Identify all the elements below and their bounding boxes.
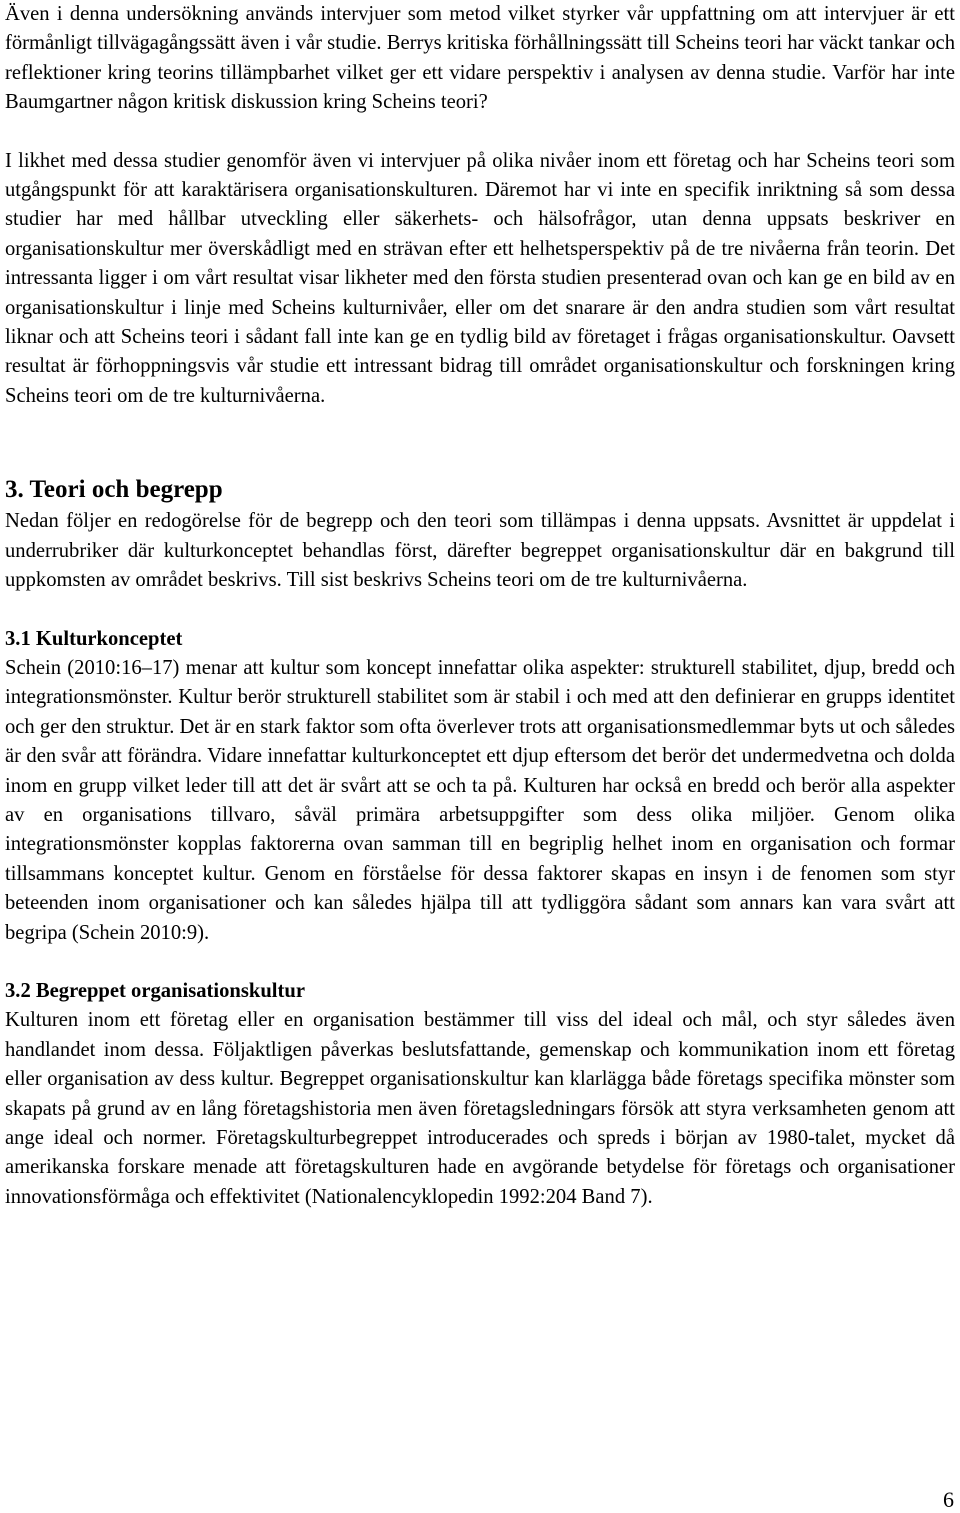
section-3-2-heading: 3.2 Begreppet organisationskultur [5, 979, 305, 1002]
paragraph-1: Även i denna undersökning används intervjuer som metod vilket styrker vår uppfattning om att intervjuer är ett förmånligt tillvägagångssätt även i vår studie. Berrys kritiska förhållningssätt till Scheins teori har väckt tankar och reflektioner kring teorins tillämpbarhet vilket ger ett vidare perspektiv i analysen av denna studie. Varför har inte Baumgartner någon kritisk diskussion kring Scheins teori? [5, 3, 955, 114]
section-spacer [5, 948, 955, 977]
section-3-1-text: Schein (2010:16–17) menar att kultur som koncept innefattar olika aspekter: strukturell stabilitet, djup, bredd och integrationsmönster. Kultur berör strukturell stabilitet som är stabil i och med att den definierar en grupps identitet och ger den struktur. Det är en stark faktor som ofta överlever trots att organisationsmedlemmar byts ut och således är den svår att förändra. Vidare innefattar kulturkonceptet ett djup eftersom det berör det undermedvetna och dolda inom en grupp vilket leder till att det är svårt att se och ta på. Kulturen har också en bredd och berör alla aspekter av en organisations tillvaro, såväl primära arbetsuppgifter som dess olika miljöer. Genom olika integrationsmönster kopplas faktorerna ovan samman till en begriplig helhet inom en organisation och formar tillsammans konceptet kultur. Genom en förståelse för dessa faktorer skapas en insyn i de fenomen som styr beteenden inom organisationer och kan således hjälpa till att tydliggöra sådant som annars kan vara svårt att begripa (Schein 2010:9). [5, 656, 955, 944]
section-spacer [5, 596, 955, 625]
section-3-heading: 3. Teori och begrepp [5, 476, 223, 504]
paragraph-spacer [5, 118, 955, 147]
paragraph-2: I likhet med dessa studier genomför även vi intervjuer på olika nivåer inom ett företag och har Scheins teori som utgångspunkt för att karaktärisera organisationskulturen. Däremot har vi inte en specifik inriktning så som dessa studier har med hållbar utveckling eller säkerhets- och hälsofrågor, utan denna uppsats beskriver en organisationskultur mer överskådligt med en strävan efter ett helhetsperspektiv på de tre nivåerna från teorin. Det intressanta ligger i om vårt resultat visar likheter med den första studien presenterad ovan och kan ge en bild av en organisationskultur i linje med Scheins kulturnivåer, eller om det snarare är den andra studien som vårt resultat liknar och att Scheins teori i sådant fall inte kan ge en tydlig bild av företaget i frågas organisationskultur. Oavsett resultat är förhoppningsvis vår studie ett intressant bidrag till området organisationskultur och forskningen kring Scheins teori om de tre kulturnivåerna. [5, 149, 955, 407]
section-3-intro: Nedan följer en redogörelse för de begrepp och den teori som tillämpas i denna uppsats. Avsnittet är uppdelat i underrubriker där kulturkonceptet behandlas först, därefter begreppet organisationskultur där en bakgrund till uppkomsten av området beskrivs. Till sist beskrivs Scheins teori om de tre kulturnivåerna. [5, 510, 955, 592]
section-3-2-text: Kulturen inom ett företag eller en organisation bestämmer till viss del ideal och mål, och styr således även handlandet inom dessa. Följaktligen påverkas beslutsfattande, gemenskap och kommunikation inom ett företag eller organisation av dess kultur. Begreppet organisationskultur kan klarlägga både företags specifika mönster som skapats på grund av en lång företagshistoria men även företagsledningars försök att styra verksamheten genom att ange ideal och normer. Företagskulturbegreppet introducerades och spreds i början av 1980-talet, mycket då amerikanska forskare menade att företagskulturen hade en avgörande betydelse för företags och organisationer innovationsförmåga och effektivitet (Nationalencyklopedin 1992:204 Band 7). [5, 1009, 955, 1208]
document-page [5, 0, 955, 1212]
page-number: 6 [943, 1487, 954, 1512]
section-spacer [5, 411, 955, 469]
section-3-1-heading: 3.1 Kulturkonceptet [5, 627, 183, 650]
